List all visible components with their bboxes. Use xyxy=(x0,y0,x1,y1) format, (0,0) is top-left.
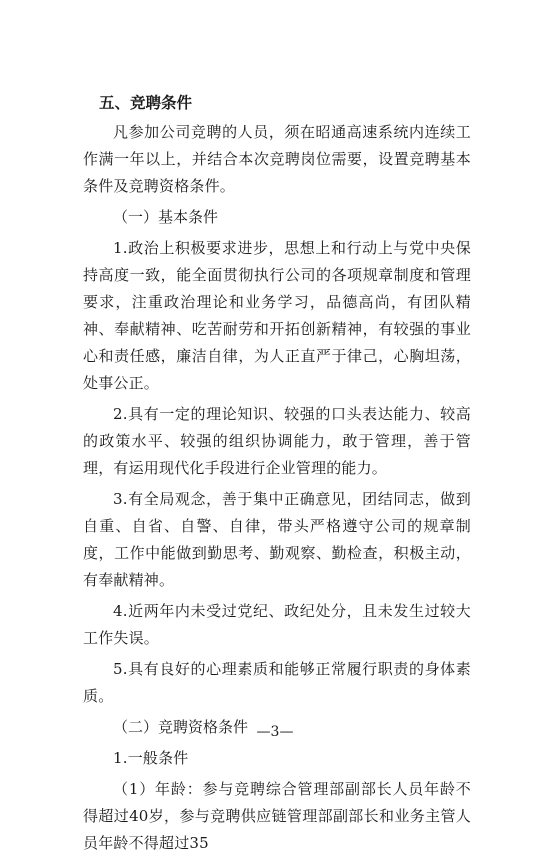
basic-item-2: 2.具有一定的理论知识、较强的口头表达能力、较高的政策水平、较强的组织协调能力，敢于管理，善于管理，有运用现代化手段进行企业管理的能力。 xyxy=(83,405,471,477)
qualification-title: （二）竞聘资格条件 xyxy=(113,718,249,736)
basic-item-3: 3.有全局观念，善于集中正确意见，团结同志，做到自重、自省、自警、自律，带头严格遵守公司的规章制度，工作中能做到勤思考、勤观察、勤检查，积极主动，有奉献精神。 xyxy=(83,490,471,589)
page-number: —3— xyxy=(256,724,294,740)
section-heading: 五、竞聘条件 xyxy=(99,94,193,112)
basic-item-1: 1.政治上积极要求进步，思想上和行动上与党中央保持高度一致，能全面贯彻执行公司的各项规章制度和管理要求，注重政治理论和业务学习，品德高尚，有团队精神、奉献精神、吃苦耐劳和开拓创新精神，有较强的事业心和责任感，廉洁自律，为人正直严于律己，心胸坦荡，处事公正。 xyxy=(83,239,471,392)
section-intro: 凡参加公司竞聘的人员，须在昭通高速系统内连续工作满一年以上，并结合本次竞聘岗位需要，设置竞聘基本条件及竞聘资格条件。 xyxy=(83,123,471,195)
age-requirement: （1）年龄：参与竞聘综合管理部副部长人员年龄不得超过40岁，参与竞聘供应链管理部副部长和业务主管人员年龄不得超过35 xyxy=(83,780,471,852)
basic-item-4: 4.近两年内未受过党纪、政纪处分，且未发生过较大工作失误。 xyxy=(83,602,471,647)
basic-conditions-title: （一）基本条件 xyxy=(113,208,219,226)
document-body xyxy=(83,92,471,861)
basic-item-5: 5.具有良好的心理素质和能够正常履行职责的身体素质。 xyxy=(83,660,471,705)
general-conditions-title: 1.一般条件 xyxy=(113,749,189,767)
